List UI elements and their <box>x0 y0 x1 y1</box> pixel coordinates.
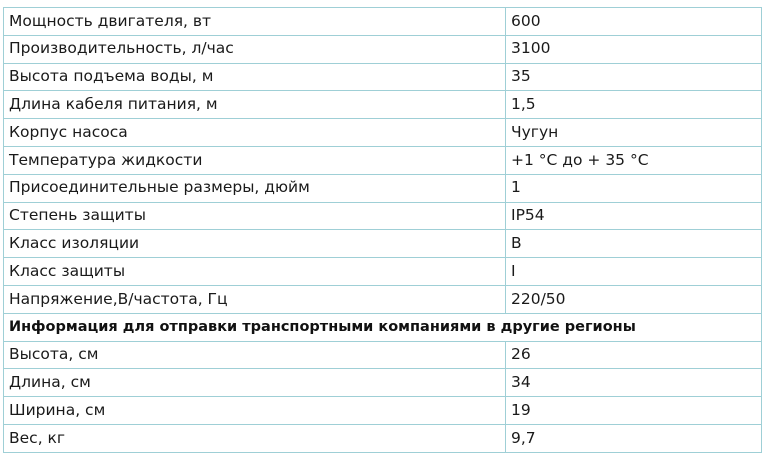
table-row <box>4 63 762 91</box>
spec-label: Класс защиты <box>4 258 506 286</box>
spec-label: Мощность двигателя, вт <box>4 8 506 36</box>
spec-label: Производительность, л/час <box>4 35 506 63</box>
section-header-row <box>4 313 762 341</box>
shipping-section-heading: Информация для отправки транспортными компаниями в другие регионы <box>4 313 762 341</box>
spec-value: 220/50 <box>506 285 762 313</box>
table-row <box>4 146 762 174</box>
spec-label: Класс изоляции <box>4 230 506 258</box>
spec-value: B <box>506 230 762 258</box>
spec-label: Ширина, см <box>4 397 506 425</box>
spec-label: Температура жидкости <box>4 146 506 174</box>
spec-value: +1 °C до + 35 °C <box>506 146 762 174</box>
table-row <box>4 174 762 202</box>
spec-value: IP54 <box>506 202 762 230</box>
table-row <box>4 258 762 286</box>
spec-value: 1 <box>506 174 762 202</box>
spec-value: Чугун <box>506 119 762 147</box>
table-row <box>4 35 762 63</box>
spec-label: Высота, см <box>4 341 506 369</box>
table-row <box>4 8 762 36</box>
spec-label: Присоединительные размеры, дюйм <box>4 174 506 202</box>
spec-value: 35 <box>506 63 762 91</box>
spec-value: 1,5 <box>506 91 762 119</box>
spec-value: I <box>506 258 762 286</box>
spec-table <box>3 7 762 453</box>
table-row <box>4 230 762 258</box>
spec-label: Длина, см <box>4 369 506 397</box>
spec-value: 9,7 <box>506 424 762 452</box>
spec-value: 26 <box>506 341 762 369</box>
spec-label: Степень защиты <box>4 202 506 230</box>
spec-value: 34 <box>506 369 762 397</box>
spec-label: Высота подъема воды, м <box>4 63 506 91</box>
table-row <box>4 285 762 313</box>
table-row <box>4 397 762 425</box>
spec-value: 600 <box>506 8 762 36</box>
table-row <box>4 424 762 452</box>
table-row <box>4 202 762 230</box>
spec-label: Длина кабеля питания, м <box>4 91 506 119</box>
spec-label: Вес, кг <box>4 424 506 452</box>
spec-label: Корпус насоса <box>4 119 506 147</box>
table-row <box>4 91 762 119</box>
table-row <box>4 369 762 397</box>
spec-table-container <box>3 7 761 453</box>
spec-label: Напряжение,В/частота, Гц <box>4 285 506 313</box>
spec-value: 3100 <box>506 35 762 63</box>
spec-value: 19 <box>506 397 762 425</box>
table-row <box>4 119 762 147</box>
table-row <box>4 341 762 369</box>
